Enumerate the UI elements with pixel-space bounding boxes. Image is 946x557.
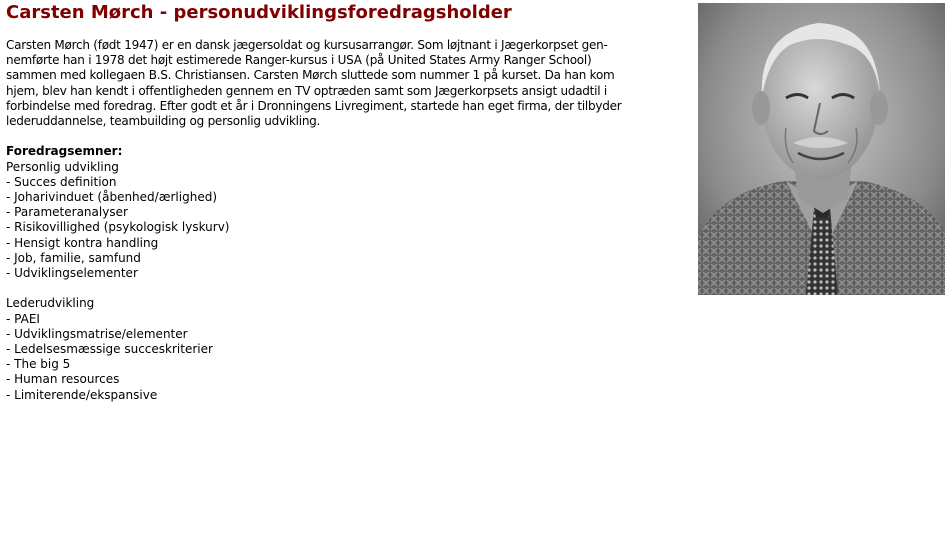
topic-item: - Human resources [6, 372, 120, 387]
topic-item: - Hensigt kontra handling [6, 235, 159, 250]
intro-paragraph [6, 38, 692, 129]
topic-item: - Risikovillighed (psykologisk lyskurv) [6, 220, 230, 235]
topic-item: - Udviklingselementer [6, 266, 138, 281]
intro-line: nemførte han i 1978 det højt estimerede Ranger-kursus i USA (på United States Army Ranger School) [6, 53, 592, 68]
topic-item: - Limiterende/ekspansive [6, 387, 158, 402]
portrait-icon [698, 3, 945, 295]
page-title: Carsten Mørch - personudviklingsforedragsholder [6, 2, 512, 23]
topic-item: - Job, familie, samfund [6, 250, 141, 265]
intro-line: hjem, blev han kendt i offentligheden gennem en TV optræden samt som Jægerkorpsets ansigt udadtil i [6, 83, 607, 98]
intro-line: sammen med kollegaen B.S. Christiansen. Carsten Mørch sluttede som nummer 1 på kurset. Da han kom [6, 68, 615, 83]
portrait-photo [698, 3, 945, 295]
topic-item: - The big 5 [6, 357, 71, 372]
personal-development-title: Personlig udvikling [6, 159, 119, 174]
topic-item: - Udviklingsmatrise/elementer [6, 326, 188, 341]
leadership-title: Lederudvikling [6, 296, 95, 311]
intro-line: Carsten Mørch (født 1947) er en dansk jægersoldat og kursusarrangør. Som løjtnant i Jægerkorpset gen- [6, 38, 608, 52]
topic-item: - Parameteranalyser [6, 205, 128, 220]
article-body [6, 38, 692, 403]
topic-item: - Ledelsesmæssige succeskriterier [6, 342, 213, 357]
topic-item: - Joharivinduet (åbenhed/ærlighed) [6, 190, 217, 205]
topic-item: - PAEI [6, 311, 40, 326]
leadership-section [6, 296, 692, 402]
intro-line: forbindelse med foredrag. Efter godt et år i Dronningens Livregiment, startede han eget firma, der tilbyder [6, 98, 622, 113]
topic-item: - Succes definition [6, 174, 117, 189]
topics-heading: Foredragsemner: [6, 144, 123, 159]
topics-section [6, 144, 692, 281]
intro-line: lederuddannelse, teambuilding og personlig udvikling. [6, 114, 321, 129]
